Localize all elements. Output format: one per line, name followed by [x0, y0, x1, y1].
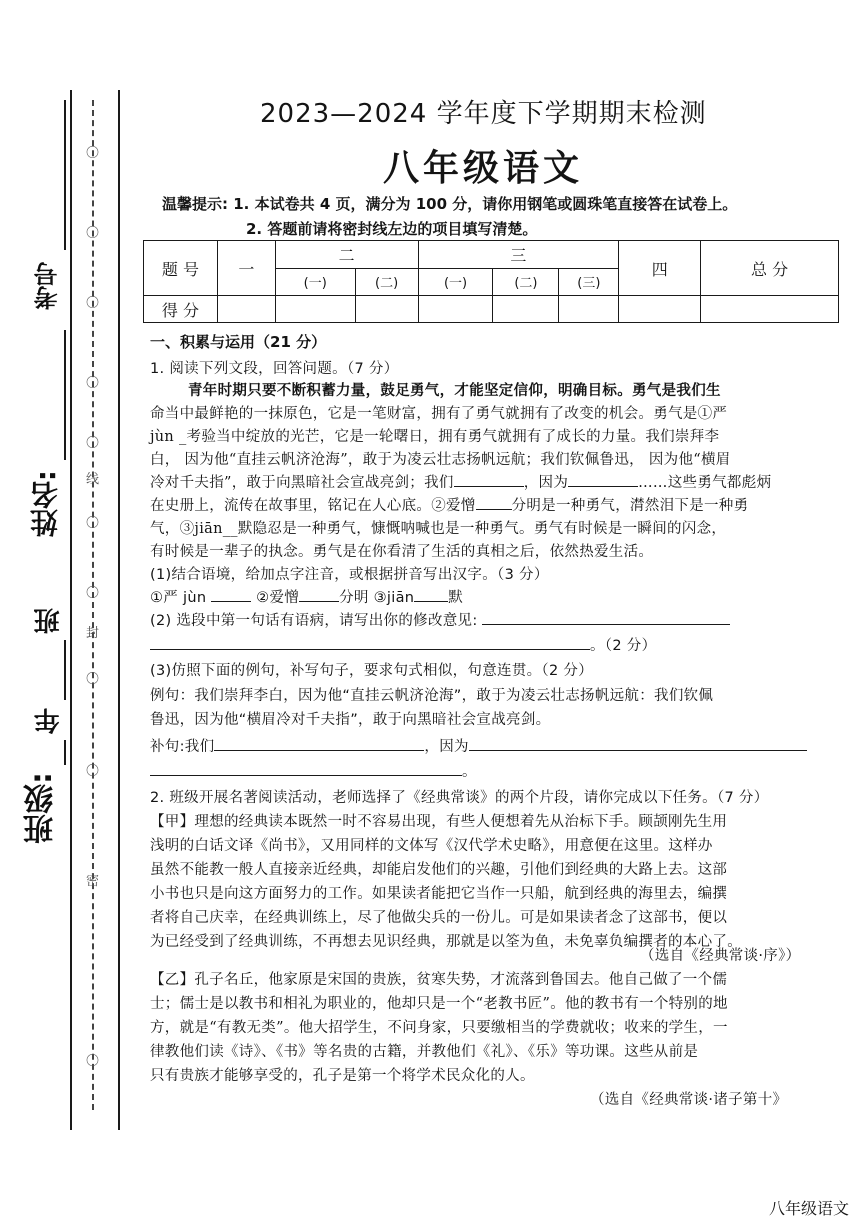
seal-mark: 封	[86, 626, 100, 641]
q1-stem: 1. 阅读下列文段，回答问题。（7 分）	[150, 361, 399, 377]
part-three-sub-3: (三)	[559, 268, 619, 296]
q2-jia-line: 小书也只是向这方面努力的工作。如果读者能把它当作一只船，航到经典的海里去，编撰	[150, 886, 728, 902]
page-footer: 八年级语文	[768, 1199, 849, 1218]
q1-passage-text: 冷对千夫指”，敢于向黑暗社会宣战亮剑；我们	[150, 475, 454, 491]
q1-answer-blank[interactable]	[299, 587, 339, 602]
q1-passage-line-blanks	[150, 471, 771, 492]
subject-title: 八年级语文	[383, 148, 584, 189]
q2-jia-line: 浅明的白话文译《尚书》，又用同样的文体写《汉代学术史略》，用意便在这里。这样办	[150, 838, 713, 854]
seal-mark: 〇	[86, 586, 100, 601]
tip-text-2: 2. 答题前请将密封线左边的项目填写清楚。	[246, 220, 538, 238]
seal-dashed-line	[92, 100, 94, 1110]
score-cell[interactable]	[619, 296, 701, 323]
q2-jia-line: 为已经受到了经典训练，不再想去见识经典，那就是以筌为鱼，未免辜负编撰者的本心了。	[150, 934, 742, 950]
q1-fill-a: 补句:我们	[150, 739, 215, 755]
q1-fill-b: ，因为	[424, 739, 469, 755]
q2-yi-line: 【乙】孔子名丘，他家原是宋国的贵族，贫寒失势，才流落到鲁国去。他自己做了一个儒	[150, 972, 728, 988]
seal-mark: 〇	[86, 672, 100, 687]
q1-passage-blank[interactable]	[476, 495, 512, 510]
part-three-sub-1: (一)	[418, 268, 493, 296]
q2-yi-line: 只有贵族才能够享受的，孔子是第一个将学术民众化的人。	[150, 1068, 535, 1084]
q1-sub2-line2	[150, 634, 656, 655]
score-cell[interactable]	[493, 296, 559, 323]
seal-mark: 〇	[86, 516, 100, 531]
part-one-header: 一	[217, 241, 275, 296]
seal-mark: 密	[86, 874, 100, 889]
q1-passage-text: ，因为	[523, 475, 569, 491]
q1-example-line: 鲁迅，因为他“横眉冷对千夫指”，敢于向黑暗社会宣战亮剑。	[150, 712, 551, 728]
part-two-header: 二	[275, 241, 418, 269]
q1-example-line: 例句：我们崇拜李白，因为他“直挂云帆济沧海”，敢于为凌云壮志扬帆远航：我们钦佩	[150, 688, 714, 704]
seal-mark: 〇	[86, 764, 100, 779]
q1-sub3: (3)仿照下面的例句，补写句子，要求句式相似，句意连贯。（2 分）	[150, 663, 594, 679]
q1-answer-blank[interactable]	[211, 587, 251, 602]
q1-passage-line: 命当中最鲜艳的一抹原色，它是一笔财富，拥有了勇气就拥有了改变的机会。勇气是①严	[150, 406, 728, 422]
q1-passage-line: 气，③jiān__默隐忍是一种勇气，慷慨呐喊也是一种勇气。勇气有时候是一瞬间的闪念，	[150, 521, 727, 537]
q1-sub2-blank[interactable]	[482, 610, 730, 625]
q2-yi-line: 方，就是“有教无类”。他大招学生，不问身家，只要缴相当的学费就收；收来的学生，一	[150, 1020, 728, 1036]
score-table	[143, 240, 839, 323]
binding-line-inner	[118, 90, 120, 1130]
q2-stem: 2. 班级开展名著阅读活动，老师选择了《经典常谈》的两个片段，请你完成以下任务。（7 分）	[150, 790, 769, 806]
part-three-header: 三	[418, 241, 619, 269]
q2-jia-line: 虽然不能教一般人直接亲近经典，却能启发他们的兴趣，引他们到经典的大路上去。这部	[150, 862, 728, 878]
q1-sub2-line	[150, 609, 730, 630]
grade-label: 年	[34, 708, 64, 734]
q1-fill-blank[interactable]	[214, 736, 424, 751]
q2-jia-line: 【甲】理想的经典读本既然一时不容易出现，有些人便想着先从治标下手。顾颉刚先生用	[150, 814, 728, 830]
seal-mark: 〇	[86, 1054, 100, 1069]
score-cell[interactable]	[275, 296, 355, 323]
q1-sub1: (1)结合语境，给加点字注音，或根据拼音写出汉字。（3 分）	[150, 567, 549, 583]
q1-item-mo: 默	[448, 590, 464, 606]
q1-sub1-items	[150, 586, 463, 607]
student-name-blank[interactable]	[64, 330, 66, 460]
class-blank[interactable]	[64, 740, 66, 765]
q2-yi-source: （选自《经典常谈·诸子第十》	[590, 1092, 788, 1108]
total-score-header: 总 分	[701, 241, 839, 296]
q1-fill-end: 。	[462, 764, 477, 780]
score-cell[interactable]	[559, 296, 619, 323]
q1-passage-line: 青年时期只要不断积蓄力量，鼓足勇气，才能坚定信仰，明确目标。勇气是我们生	[188, 382, 721, 399]
q1-item-jun: ①严 jùn	[150, 590, 207, 606]
score-row-label: 得 分	[144, 296, 218, 323]
q1-passage-text: 分明是一种勇气，潸然泪下是一种勇	[511, 498, 749, 514]
question-number-header: 题 号	[144, 241, 218, 296]
q2-jia-source: （选自《经典常谈·序》）	[640, 948, 801, 964]
seal-mark: 〇	[86, 226, 100, 241]
score-cell[interactable]	[701, 296, 839, 323]
q1-item-aizeng: ②爱憎	[256, 590, 300, 606]
q1-passage-line: jùn _考验当中绽放的光芒，它是一轮曙日，拥有勇气就拥有了成长的力量。我们崇拜李	[150, 429, 720, 445]
exam-title: 2023—2024 学年度下学期期末检测	[260, 99, 707, 129]
binding-line-outer	[70, 90, 72, 1130]
q1-passage-text: 在史册上，流传在故事里，铭记在人心底。②爱憎	[150, 498, 476, 514]
part-two-sub-2: (二)	[355, 268, 418, 296]
q1-fill-line	[150, 735, 807, 756]
seal-mark: 线	[86, 472, 100, 487]
part-four-header: 四	[619, 241, 701, 296]
tip-text-1: 1. 本试卷共 4 页，满分为 100 分，请你用钢笔或圆珠笔直接答在试卷上。	[233, 195, 738, 213]
q1-answer-blank[interactable]	[414, 587, 448, 602]
q1-sub2-blank[interactable]	[150, 635, 590, 650]
part-two-sub-1: (一)	[275, 268, 355, 296]
seal-mark: 〇	[86, 296, 100, 311]
score-cell[interactable]	[355, 296, 418, 323]
q1-item-fenming: 分明	[339, 590, 369, 606]
q1-sub2-score: 。（2 分）	[590, 638, 657, 654]
exam-number-blank[interactable]	[64, 100, 66, 250]
score-cell[interactable]	[217, 296, 275, 323]
q2-yi-line: 律教他们读《诗》、《书》等名贵的古籍，并教他们《礼》、《乐》等功课。这些从前是	[150, 1044, 699, 1060]
part-one-heading: 一、积累与运用（21 分）	[150, 333, 327, 351]
part-three-sub-2: (二)	[493, 268, 559, 296]
q1-passage-line: 有时候是一辈子的执念。勇气是在你看清了生活的真相之后，依然热爱生活。	[150, 544, 654, 560]
q1-fill-blank[interactable]	[150, 761, 462, 776]
q1-passage-blank[interactable]	[568, 472, 638, 487]
q2-yi-line: 士；儒士是以教书和相礼为职业的，他却只是一个“老教书匠”。他的教书有一个特别的地	[150, 996, 728, 1012]
student-name-label: 姓名:	[29, 470, 62, 538]
tip-label: 温馨提示:	[162, 195, 228, 213]
class-suffix-label: 班	[34, 608, 64, 634]
q2-jia-line: 者将自己庆幸，在经典训练上，尽了他做尖兵的一份儿。可是如果读者念了这部书，便以	[150, 910, 728, 926]
seal-mark: 〇	[86, 146, 100, 161]
q1-item-jian: ③jiān	[373, 590, 415, 606]
score-cell[interactable]	[418, 296, 493, 323]
q1-passage-line-blank	[150, 494, 748, 515]
seal-mark: 〇	[86, 436, 100, 451]
exam-number-label: 考号	[34, 262, 62, 310]
grade-blank[interactable]	[64, 640, 66, 700]
q1-fill-blank[interactable]	[469, 736, 807, 751]
tip-line-1	[162, 193, 737, 214]
q1-passage-line: 白， 因为他“直挂云帆济沧海”，敢于为凌云壮志扬帆远航；我们钦佩鲁迅， 因为他“横眉	[150, 452, 731, 468]
q1-passage-text: ……这些勇气都彪炳	[638, 475, 772, 491]
class-label: 班级:	[24, 772, 59, 844]
q1-fill-line2	[150, 760, 477, 781]
seal-mark: 〇	[86, 376, 100, 391]
q1-passage-blank[interactable]	[454, 472, 524, 487]
q1-sub2: (2) 选段中第一句话有语病，请写出你的修改意见:	[150, 613, 478, 629]
